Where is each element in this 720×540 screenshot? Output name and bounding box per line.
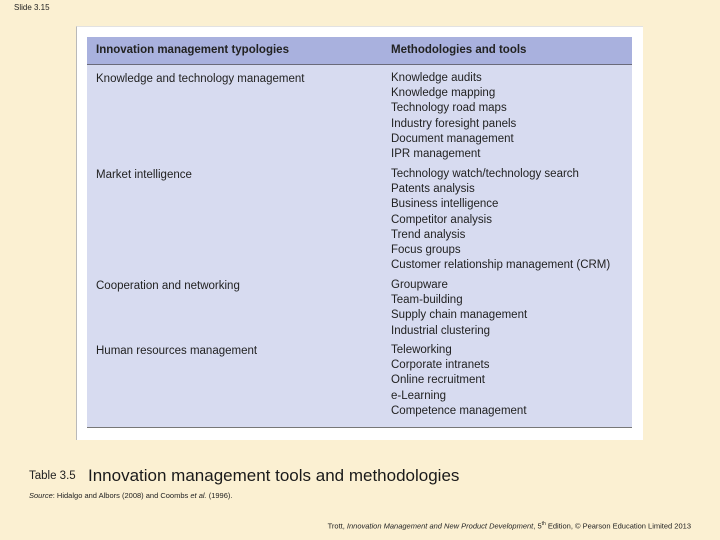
- row-typology: Market intelligence: [96, 169, 192, 181]
- tool-item: Knowledge audits: [391, 72, 482, 84]
- tool-item: Technology watch/technology search: [391, 168, 579, 180]
- header-typologies: Innovation management typologies: [96, 44, 289, 56]
- tool-item: Business intelligence: [391, 198, 499, 211]
- row-tools: [391, 278, 527, 339]
- tool-item: Supply chain management: [391, 309, 528, 322]
- row-tools: [391, 71, 516, 162]
- tool-item: Groupware: [391, 279, 448, 291]
- citation-footer: [328, 521, 691, 531]
- tool-item: Customer relationship management (CRM): [391, 259, 611, 272]
- tool-item: Online recruitment: [391, 374, 485, 387]
- methodologies-table: [87, 37, 632, 428]
- tool-item: Competitor analysis: [391, 213, 492, 226]
- footer-copyright: Edition, © Pearson Education Limited 2013: [545, 521, 691, 531]
- row-tools: [391, 343, 527, 419]
- tool-item: Team-building: [391, 294, 463, 307]
- source-et-al: et al.: [190, 491, 207, 500]
- tool-item: Knowledge mapping: [391, 87, 496, 100]
- footer-book-title: Innovation Management and New Product Development: [346, 521, 534, 531]
- slide-number: Slide 3.15: [14, 3, 50, 12]
- tool-item: Focus groups: [391, 244, 461, 257]
- footer-edition-sup: th: [541, 521, 546, 527]
- tool-item: Teleworking: [391, 344, 452, 356]
- row-tools: [391, 167, 610, 273]
- row-typology: Knowledge and technology management: [96, 73, 305, 85]
- footer-edition: , 5: [533, 521, 542, 531]
- source-year: (1996).: [206, 491, 233, 500]
- tool-item: Competence management: [391, 404, 527, 417]
- tool-item: Corporate intranets: [391, 359, 490, 372]
- table-header: [87, 37, 632, 65]
- tool-item: e-Learning: [391, 389, 446, 402]
- tool-item: Technology road maps: [391, 102, 507, 115]
- source-note: [29, 491, 232, 500]
- table-caption-label: Table 3.5: [29, 470, 76, 482]
- tool-item: Document management: [391, 132, 514, 145]
- tool-item: IPR management: [391, 148, 481, 161]
- tool-item: Trend analysis: [391, 228, 466, 241]
- header-methodologies: Methodologies and tools: [391, 44, 527, 56]
- footer-author: Trott,: [327, 521, 347, 531]
- source-prefix: Source: [29, 491, 53, 500]
- row-typology: Cooperation and networking: [96, 280, 240, 292]
- tool-item: Patents analysis: [391, 183, 475, 196]
- source-text: : Hidalgo and Albors (2008) and Coombs: [52, 491, 191, 500]
- tool-item: Industrial clustering: [391, 324, 491, 337]
- row-typology: Human resources management: [96, 345, 258, 357]
- tool-item: Industry foresight panels: [391, 117, 517, 130]
- table-caption-title: Innovation management tools and methodologies: [88, 466, 460, 485]
